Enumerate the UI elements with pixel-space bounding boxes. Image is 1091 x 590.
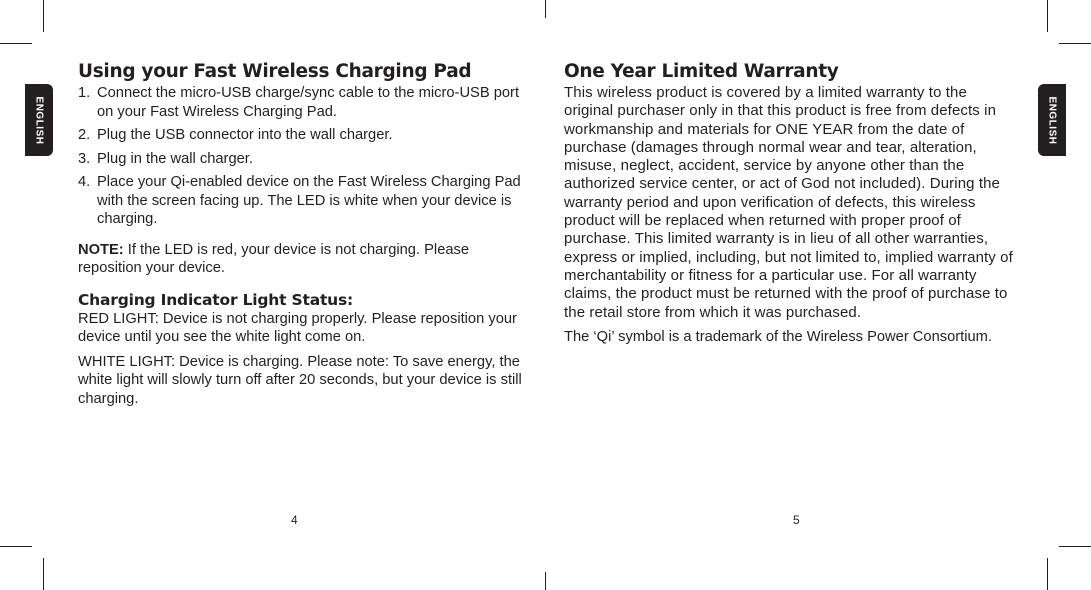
crop-mark — [545, 0, 546, 18]
step-text: Place your Qi-enabled device on the Fast Wireless Charging Pad with the screen facing up. The LED is white when your device is charging. — [97, 174, 521, 227]
step-text: Connect the micro-USB charge/sync cable to the micro-USB port on your Fast Wireless Charging Pad. — [97, 85, 520, 120]
crop-mark — [43, 0, 44, 32]
step-number: 4. — [78, 174, 91, 190]
crop-mark — [1059, 43, 1091, 44]
indicator-status-title: Charging Indicator Light Status: — [78, 290, 354, 309]
note-paragraph — [78, 241, 530, 278]
language-tab-left — [25, 84, 53, 156]
step-number: 2. — [78, 127, 91, 143]
crop-mark — [0, 43, 32, 44]
crop-mark — [0, 546, 32, 547]
crop-mark — [545, 572, 546, 590]
page-number-left: 4 — [291, 513, 298, 527]
red-light-description: RED LIGHT: Device is not charging properly. Please reposition your device until you see the white light come on. — [78, 310, 517, 345]
warranty-body: This wireless product is covered by a limited warranty to the original purchaser only in that this product is free from defects in workmanship and materials for ONE YEAR from the date of purchase (damages through normal wear and tear, alteration, misuse, neglect, accident, service by anyone other than the authorized service center, or act of God not included). During the warranty period and upon verification of defects, this wireless product will be replaced when returned with proper proof of purchase. This limited warranty is in lieu of all other warranties, express or implied, including, but not limited to, implied warranty of merchantability or fitness for a particular use. For all warranty claims, the product must be returned with the proof of purchase to the retail store from which it was purchased. — [564, 84, 1013, 321]
step-item — [78, 150, 530, 169]
warranty-title: One Year Limited Warranty — [564, 61, 839, 82]
crop-mark — [1059, 546, 1091, 547]
usage-title: Using your Fast Wireless Charging Pad — [78, 61, 472, 82]
step-text: Plug in the wall charger. — [97, 150, 253, 167]
step-item — [78, 126, 530, 145]
note-text: If the LED is red, your device is not charging. Please reposition your device. — [78, 241, 470, 276]
crop-mark — [43, 558, 44, 590]
crop-mark — [1047, 0, 1048, 32]
trademark-note: The ‘Qi’ symbol is a trademark of the Wireless Power Consortium. — [564, 328, 992, 345]
language-tab-label: ENGLISH — [1046, 96, 1058, 144]
step-item — [78, 173, 530, 229]
setup-steps-list — [78, 84, 530, 229]
language-tab-right — [1038, 84, 1066, 156]
right-page-content — [564, 60, 1014, 346]
step-number: 3. — [78, 150, 91, 167]
step-number: 1. — [78, 85, 91, 101]
left-page-content — [78, 60, 530, 408]
crop-mark — [1047, 558, 1048, 590]
language-tab-label: ENGLISH — [33, 96, 45, 144]
note-label: NOTE: — [78, 241, 124, 258]
white-light-description: WHITE LIGHT: Device is charging. Please note: To save energy, the white light will slowly turn off after 20 seconds, but your device is still charging. — [78, 353, 522, 407]
step-item — [78, 84, 530, 121]
step-text: Plug the USB connector into the wall charger. — [97, 127, 393, 143]
page-number-right: 5 — [793, 513, 800, 527]
